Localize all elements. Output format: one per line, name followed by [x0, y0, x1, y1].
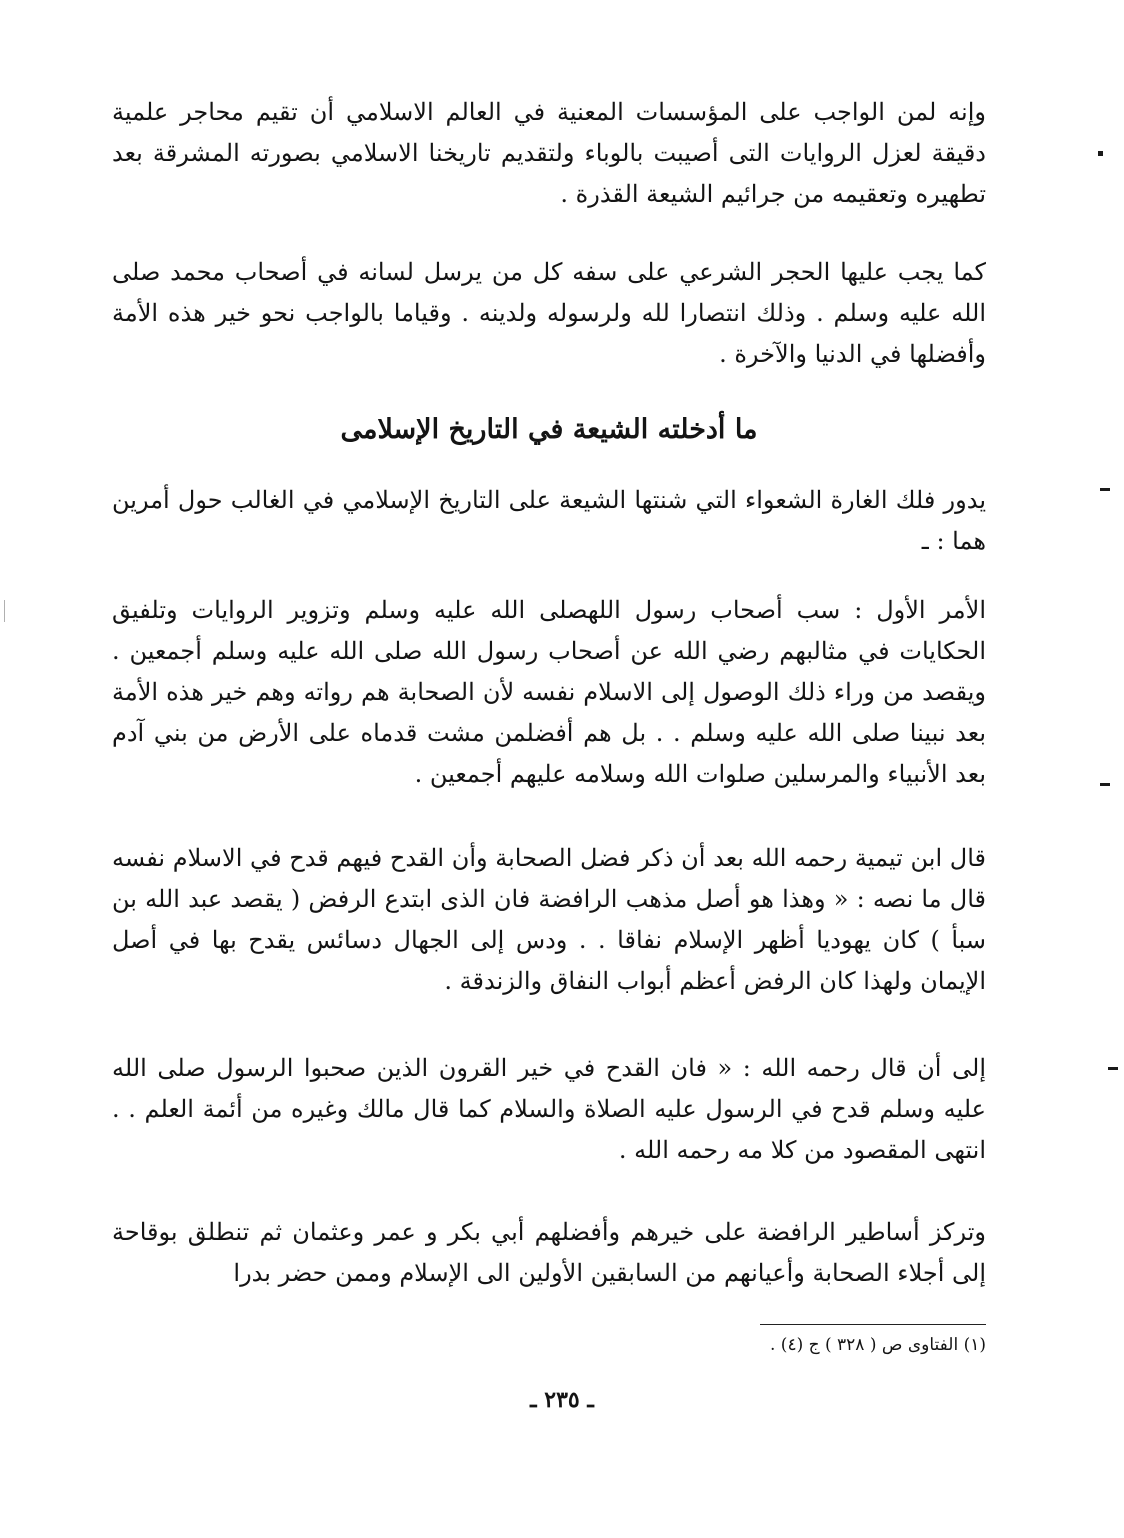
- paragraph-legal-restriction: كما يجب عليها الحجر الشرعي على سفه كل من يرسل لسانه في أصحاب محمد صلى الله عليه وسلم . وذلك انتصارا لله ولرسوله ولدينه . وقياما بالواجب نحو خير هذه الأمة وأفضلها في الدنيا والآخرة .: [112, 258, 986, 368]
- paragraph-first-matter: الأمر الأول : سب أصحاب رسول اللهصلى الله عليه وسلم وتزوير الروايات وتلفيق الحكايات في مثالبهم رضي الله عن أصحاب رسول الله صلى الله عليه وسلم أجمعين . ويقصد من وراء ذلك الوصول إلى الاسلام نفسه لأن الصحابة هم رواته وهم خير هذه الأمة بعد نبينا صلى الله عليه وسلم . . بل هم أفضلمن مشت قدماه على الأرض من بني آدم بعد الأنبياء والمرسلين صلوات الله وسلامه عليهم أجمعين .: [112, 596, 986, 788]
- margin-mark: [1100, 488, 1110, 491]
- margin-mark: [1098, 151, 1103, 156]
- margin-mark: [1108, 1067, 1118, 1070]
- paragraph-quarantine: وإنه لمن الواجب على المؤسسات المعنية في العالم الاسلامي أن تقيم محاجر علمية دقيقة لعزل الروايات التى أصيبت بالوباء ولتقديم تاريخنا الاسلامي بصورته المشرقة بعد تطهيره وتعقيمه من جرائيم الشيعة القذرة .: [112, 98, 986, 208]
- paragraph-two-matters: يدور فلك الغارة الشعواء التي شنتها الشيعة على التاريخ الإسلامي في الغالب حول أمرين هما : ـ: [112, 486, 986, 555]
- paragraph-legends-focus: وتركز أساطير الرافضة على خيرهم وأفضلهم أبي بكر و عمر وعثمان ثم تنطلق بوقاحة إلى أجلاء الصحابة وأعيانهم من السابقين الأولين الى الإسلام وممن حضر بدرا: [112, 1218, 986, 1287]
- paragraph-ibn-taymiyya-quote: قال ابن تيمية رحمه الله بعد أن ذكر فضل الصحابة وأن القدح فيهم قدح في الاسلام نفسه قال ما نصه : « وهذا هو أصل مذهب الرافضة فان الذى ابتدع الرفض ( يقصد عبد الله بن سبأ ) كان يهوديا أظهر الإسلام نفاقا . . ودس إلى الجهال دسائس يقدح بها في أصل الإيمان ولهذا كان الرفض أعظم أبواب النفاق والزندقة .: [112, 844, 986, 995]
- section-heading: ما أدخلته الشيعة في التاريخ الإسلامى: [340, 414, 758, 445]
- footnote-separator: [760, 1324, 986, 1325]
- page-number: ـ ٢٣٥ ـ: [530, 1387, 594, 1413]
- footnote: (١) الفتاوى ص ( ٣٢٨ ) ج (٤) .: [770, 1335, 986, 1355]
- scan-edge-mark: [4, 600, 5, 622]
- margin-mark: [1100, 783, 1110, 786]
- paragraph-continued-quote: إلى أن قال رحمه الله : « فان القدح في خير القرون الذين صحبوا الرسول صلى الله عليه وسلم قدح في الرسول عليه الصلاة والسلام كما قال مالك وغيره من أئمة العلم . . انتهى المقصود من كلا مه رحمه الله .: [112, 1054, 986, 1164]
